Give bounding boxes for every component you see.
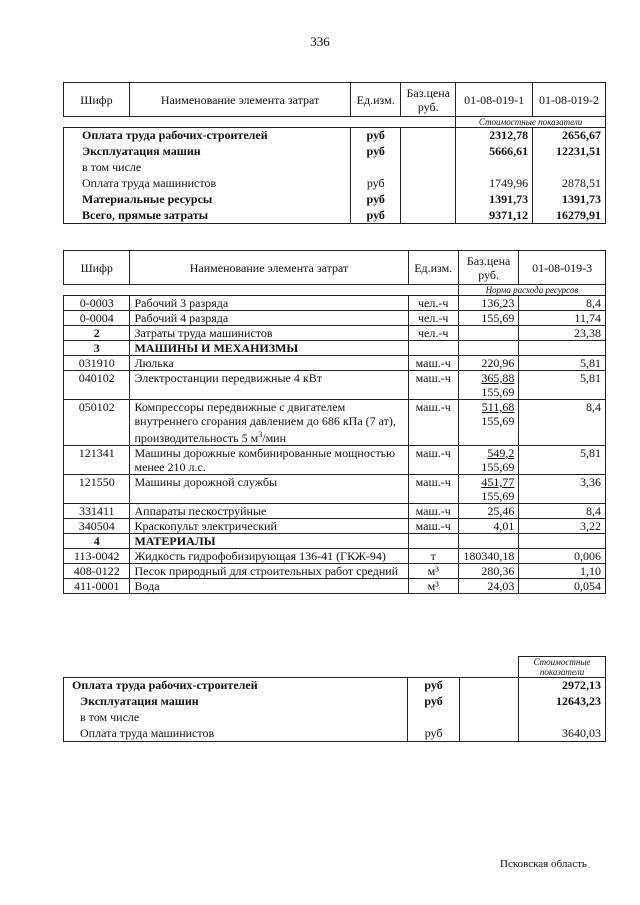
row-value: 3,36 xyxy=(519,475,606,504)
row-value-1 xyxy=(456,160,533,176)
row-name: Машины дорожные комбинированные мощностью менее 210 л.с. xyxy=(130,446,408,475)
row-value xyxy=(519,534,606,549)
row-price xyxy=(458,341,518,356)
row-name: Рабочий 4 разряда xyxy=(130,311,408,326)
row-value: 0,054 xyxy=(519,579,606,594)
row-price xyxy=(401,144,456,160)
base-price: 136,23 xyxy=(481,296,515,310)
row-price xyxy=(460,726,519,742)
table-row xyxy=(64,534,606,549)
table-row xyxy=(64,128,606,144)
row-price xyxy=(460,694,519,710)
table-row xyxy=(64,400,606,446)
row-value-1: 1391,73 xyxy=(456,192,533,208)
row-value-2: 2656,67 xyxy=(533,128,606,144)
row-value: 12643,23 xyxy=(519,694,606,710)
row-name: Материальные ресурсы xyxy=(64,192,351,208)
base-price: 280,36 xyxy=(481,564,515,578)
row-unit: руб xyxy=(407,726,460,742)
row-price xyxy=(458,311,518,326)
row-unit: м³ xyxy=(408,579,458,594)
row-name: Электростанции передвижные 4 кВт xyxy=(130,371,408,400)
row-code: 050102 xyxy=(64,400,130,446)
row-price xyxy=(458,549,518,564)
row-value: 0,006 xyxy=(519,549,606,564)
base-price: 451,77 xyxy=(481,475,515,489)
row-unit xyxy=(408,534,458,549)
table-subheader: Стоимостные показатели xyxy=(456,117,606,128)
row-unit: руб xyxy=(351,128,401,144)
table-row xyxy=(64,144,606,160)
row-name: Оплата труда рабочих-строителей xyxy=(64,678,408,694)
row-code: 2 xyxy=(64,326,130,341)
row-code: 340504 xyxy=(64,519,130,534)
header-name: Наименование элемента затрат xyxy=(129,83,350,117)
cost-table-2 xyxy=(63,656,606,742)
table-row xyxy=(64,519,606,534)
base-price: 511,68 xyxy=(481,400,515,414)
row-unit xyxy=(351,160,401,176)
row-unit: чел.-ч xyxy=(408,311,458,326)
row-value-2: 1391,73 xyxy=(533,192,606,208)
header-price: Баз.цена руб. xyxy=(401,83,456,117)
row-code: 121550 xyxy=(64,475,130,504)
header-unit: Ед.изм. xyxy=(351,83,401,117)
row-value-1: 5666,61 xyxy=(456,144,533,160)
row-price xyxy=(458,400,518,446)
row-value: 5,81 xyxy=(519,446,606,475)
table-row xyxy=(64,371,606,400)
row-name: в том числе xyxy=(64,160,351,176)
base-price: 365,88 xyxy=(481,371,515,385)
table-row xyxy=(64,176,606,192)
base-price-machinist: 155,69 xyxy=(481,414,515,428)
row-unit xyxy=(408,341,458,356)
row-value: 3,22 xyxy=(519,519,606,534)
base-price: 220,96 xyxy=(481,356,515,370)
row-unit: маш.-ч xyxy=(408,371,458,400)
row-price xyxy=(460,678,519,694)
row-value-1: 2312,78 xyxy=(456,128,533,144)
table-row xyxy=(64,326,606,341)
table-row xyxy=(64,579,606,594)
header-name: Наименование элемента затрат xyxy=(130,251,408,285)
row-unit: маш.-ч xyxy=(408,356,458,371)
row-name: Краскопульт электрический xyxy=(130,519,408,534)
header-col-3: 01-08-019-3 xyxy=(519,251,606,285)
table-row xyxy=(64,678,606,694)
row-value: 23,38 xyxy=(519,326,606,341)
row-code: 411-0001 xyxy=(64,579,130,594)
row-value-1: 1749,96 xyxy=(456,176,533,192)
row-value: 2972,13 xyxy=(519,678,606,694)
table-row xyxy=(64,726,606,742)
row-price xyxy=(401,160,456,176)
base-price-machinist: 155,69 xyxy=(481,460,515,474)
row-unit: маш.-ч xyxy=(408,400,458,446)
base-price: 24,03 xyxy=(487,579,515,593)
row-value: 3640,03 xyxy=(519,726,606,742)
row-value: 5,81 xyxy=(519,356,606,371)
header-code: Шифр xyxy=(64,83,130,117)
header-col-1: 01-08-019-1 xyxy=(456,83,533,117)
row-name: Жидкость гидрофобизирующая 136-41 (ГКЖ-94) xyxy=(130,549,408,564)
base-price: 549,2 xyxy=(487,446,515,460)
base-price: 4,01 xyxy=(493,519,515,533)
row-name: Машины дорожной службы xyxy=(130,475,408,504)
row-price xyxy=(458,504,518,519)
table-row xyxy=(64,549,606,564)
row-value-2 xyxy=(533,160,606,176)
row-code: 4 xyxy=(64,534,130,549)
row-name: в том числе xyxy=(64,710,408,726)
row-price xyxy=(458,296,518,311)
row-value: 11,74 xyxy=(519,311,606,326)
row-price xyxy=(401,208,456,224)
row-price xyxy=(401,176,456,192)
row-value-2: 16279,91 xyxy=(533,208,606,224)
row-unit: маш.-ч xyxy=(408,519,458,534)
row-unit: т xyxy=(408,549,458,564)
row-price xyxy=(458,564,518,579)
row-value: 8,4 xyxy=(519,400,606,446)
table-row xyxy=(64,208,606,224)
base-price: 25,46 xyxy=(487,504,515,518)
table-row xyxy=(64,192,606,208)
table-subheader: Норма расхода ресурсов xyxy=(458,285,605,296)
row-code: 121341 xyxy=(64,446,130,475)
row-unit xyxy=(407,710,460,726)
row-name: Оплата труда рабочих-строителей xyxy=(64,128,351,144)
table-row xyxy=(64,311,606,326)
row-name: Аппараты пескоструйные xyxy=(130,504,408,519)
row-code: 3 xyxy=(64,341,130,356)
row-unit: маш.-ч xyxy=(408,446,458,475)
row-value: 8,4 xyxy=(519,296,606,311)
row-code: 331411 xyxy=(64,504,130,519)
row-name: Затраты труда машинистов xyxy=(130,326,408,341)
row-price xyxy=(458,326,518,341)
row-name: Вода xyxy=(130,579,408,594)
row-price xyxy=(458,534,518,549)
row-name: МАТЕРИАЛЫ xyxy=(130,534,408,549)
row-name: Оплата труда машинистов xyxy=(64,726,408,742)
table-row xyxy=(64,160,606,176)
row-unit: руб xyxy=(407,678,460,694)
row-price xyxy=(458,475,518,504)
row-unit: маш.-ч xyxy=(408,475,458,504)
row-unit: руб xyxy=(351,144,401,160)
row-code: 113-0042 xyxy=(64,549,130,564)
table-row xyxy=(64,446,606,475)
header-code: Шифр xyxy=(64,251,130,285)
table-row xyxy=(64,694,606,710)
resource-table xyxy=(63,250,606,594)
row-name: Рабочий 3 разряда xyxy=(130,296,408,311)
base-price: 180340,18 xyxy=(463,549,515,563)
row-price xyxy=(401,192,456,208)
row-value: 1,10 xyxy=(519,564,606,579)
row-value-1: 9371,12 xyxy=(456,208,533,224)
header-unit: Ед.изм. xyxy=(408,251,458,285)
base-price-machinist: 155,69 xyxy=(481,489,515,503)
row-unit: руб xyxy=(407,694,460,710)
row-name: Оплата труда машинистов xyxy=(64,176,351,192)
row-price xyxy=(460,710,519,726)
row-name: Люлька xyxy=(130,356,408,371)
row-code: 0-0004 xyxy=(64,311,130,326)
row-price xyxy=(458,519,518,534)
header-price: Баз.цена руб. xyxy=(458,251,518,285)
table-row xyxy=(64,356,606,371)
table-row xyxy=(64,710,606,726)
base-price-machinist: 155,69 xyxy=(481,385,515,399)
row-price xyxy=(458,356,518,371)
row-value xyxy=(519,710,606,726)
row-name: Компрессоры передвижные с двигателем внутреннего сгорания давлением до 686 кПа (7 ат), производительность 5 $м^3$/мин xyxy=(130,400,408,446)
row-name: Эксплуатация машин xyxy=(64,694,408,710)
row-price xyxy=(458,446,518,475)
row-value-2: 2878,51 xyxy=(533,176,606,192)
row-name: Всего, прямые затраты xyxy=(64,208,351,224)
row-code: 0-0003 xyxy=(64,296,130,311)
row-value-2: 12231,51 xyxy=(533,144,606,160)
row-unit: руб xyxy=(351,208,401,224)
row-value xyxy=(519,341,606,356)
row-unit: руб xyxy=(351,176,401,192)
row-unit: чел.-ч xyxy=(408,326,458,341)
row-name: Эксплуатация машин xyxy=(64,144,351,160)
region-footer: Псковская область xyxy=(500,858,587,870)
row-price xyxy=(401,128,456,144)
row-unit: руб xyxy=(351,192,401,208)
row-value: 8,4 xyxy=(519,504,606,519)
base-price: 155,69 xyxy=(481,311,515,325)
header-col-2: 01-08-019-2 xyxy=(533,83,606,117)
table-subheader: Стоимостные показатели xyxy=(519,657,606,678)
row-name: Песок природный для строительных работ средний xyxy=(130,564,408,579)
row-code: 031910 xyxy=(64,356,130,371)
row-code: 408-0122 xyxy=(64,564,130,579)
row-code: 040102 xyxy=(64,371,130,400)
table-row xyxy=(64,475,606,504)
page-number: 336 xyxy=(310,34,330,49)
cost-table-1 xyxy=(63,82,606,224)
row-name: МАШИНЫ И МЕХАНИЗМЫ xyxy=(130,341,408,356)
table-row xyxy=(64,296,606,311)
row-price xyxy=(458,371,518,400)
row-unit: чел.-ч xyxy=(408,296,458,311)
row-value: 5,81 xyxy=(519,371,606,400)
table-row xyxy=(64,341,606,356)
table-row xyxy=(64,564,606,579)
row-unit: маш.-ч xyxy=(408,504,458,519)
row-unit: м³ xyxy=(408,564,458,579)
row-price xyxy=(458,579,518,594)
table-row xyxy=(64,504,606,519)
